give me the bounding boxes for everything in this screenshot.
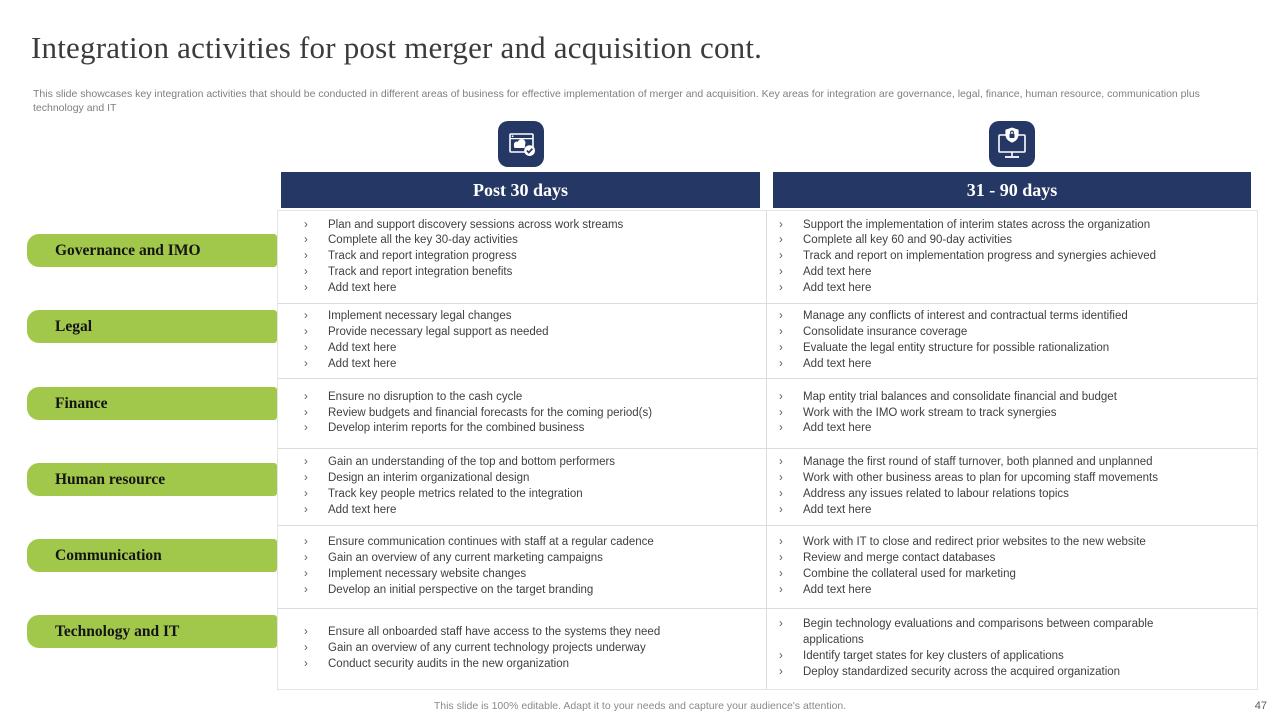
bullet-marker: ›	[304, 390, 308, 403]
bullet-item	[304, 309, 756, 325]
bullet-text: Ensure communication continues with staff at a regular cadence	[328, 536, 654, 549]
bullet-marker: ›	[779, 390, 783, 403]
bullet-item	[304, 551, 756, 567]
category-label-finance: Finance	[27, 387, 277, 420]
bullet-item	[779, 357, 1212, 373]
bullet-marker: ›	[779, 650, 783, 662]
bullet-marker: ›	[779, 583, 783, 596]
bullet-marker: ›	[779, 357, 783, 370]
cell-governance-31-90	[766, 211, 1257, 303]
monitor-shield-lock-icon	[989, 121, 1035, 167]
bullet-item	[304, 406, 756, 422]
bullet-marker: ›	[304, 503, 308, 516]
bullet-item	[779, 617, 1212, 649]
bullet-item	[779, 406, 1212, 422]
page-number: 47	[1254, 700, 1267, 712]
bullet-marker: ›	[779, 536, 783, 549]
bullet-text: Complete all the key 30-day activities	[328, 234, 518, 247]
bullet-item	[779, 551, 1212, 567]
bullet-marker: ›	[779, 472, 783, 485]
bullet-marker: ›	[304, 456, 308, 469]
bullet-marker: ›	[779, 265, 783, 278]
bullet-text: Track and report integration progress	[328, 250, 517, 263]
bullet-marker: ›	[304, 657, 308, 670]
bullet-text: Address any issues related to labour relations topics	[803, 488, 1069, 500]
bullet-text: Work with other business areas to plan for upcoming staff movements	[803, 472, 1158, 485]
category-label-legal: Legal	[27, 310, 277, 343]
cell-technology-31-90	[766, 608, 1257, 689]
column-header-post-30-days: Post 30 days	[281, 172, 760, 208]
bullet-text: Work with IT to close and redirect prior websites to the new website	[803, 536, 1146, 549]
bullet-item	[304, 218, 756, 234]
bullet-text: Gain an overview of any current technology projects underway	[328, 642, 646, 655]
activities-table	[277, 210, 1258, 690]
bullet-marker: ›	[304, 250, 308, 263]
bullet-marker: ›	[304, 234, 308, 247]
bullet-item	[779, 503, 1212, 519]
bullet-item	[304, 487, 756, 503]
bullet-item	[304, 421, 756, 437]
bullet-marker: ›	[779, 422, 783, 435]
bullet-item	[304, 341, 756, 357]
bullet-item	[779, 341, 1212, 357]
bullet-item	[304, 249, 756, 265]
bullet-marker: ›	[779, 310, 783, 323]
bullet-text: Review and merge contact databases	[803, 552, 996, 565]
bullet-text: Track key people metrics related to the integration	[328, 488, 583, 500]
bullet-item	[779, 665, 1212, 681]
bullet-marker: ›	[304, 568, 308, 580]
bullet-item	[779, 535, 1212, 551]
bullet-text: Provide necessary legal support as needed	[328, 326, 549, 339]
cell-technology-post-30	[278, 608, 766, 689]
bullet-text: Implement necessary website changes	[328, 568, 527, 580]
bullet-item	[779, 487, 1212, 503]
bullet-text: Map entity trial balances and consolidate financial and budget	[803, 390, 1117, 403]
bullet-marker: ›	[779, 342, 783, 354]
bullet-item	[779, 455, 1212, 471]
bullet-text: Add text here	[803, 265, 872, 278]
bullet-marker: ›	[779, 406, 783, 419]
bullet-item	[779, 218, 1212, 234]
category-label-governance-imo: Governance and IMO	[27, 234, 277, 267]
bullet-text: Add text here	[803, 357, 872, 370]
bullet-marker: ›	[779, 326, 783, 339]
bullet-marker: ›	[779, 665, 783, 678]
bullet-text: Add text here	[803, 422, 872, 435]
bullet-marker: ›	[779, 488, 783, 500]
cell-hr-31-90	[766, 448, 1257, 525]
bullet-text: Consolidate insurance coverage	[803, 326, 968, 339]
page-title: Integration activities for post merger and acquisition cont.	[31, 30, 763, 65]
bullet-text: Ensure all onboarded staff have access to the systems they need	[328, 626, 661, 639]
bullet-marker: ›	[304, 342, 308, 354]
category-label-communication: Communication	[27, 539, 277, 572]
bullet-marker: ›	[779, 250, 783, 263]
bullet-text: Add text here	[328, 503, 397, 516]
bullet-marker: ›	[304, 536, 308, 549]
bullet-marker: ›	[304, 552, 308, 565]
bullet-item	[779, 390, 1212, 406]
bullet-text: Add text here	[328, 357, 397, 370]
bullet-item	[779, 325, 1212, 341]
bullet-text: Add text here	[803, 583, 872, 596]
bullet-item	[304, 503, 756, 519]
bullet-marker: ›	[779, 456, 783, 469]
bullet-text: Gain an overview of any current marketing campaigns	[328, 552, 603, 565]
bullet-item	[779, 421, 1212, 437]
bullet-text: Plan and support discovery sessions across work streams	[328, 218, 624, 231]
bullet-marker: ›	[304, 406, 308, 419]
category-label-technology-it: Technology and IT	[27, 615, 277, 648]
cell-legal-31-90	[766, 303, 1257, 378]
bullet-item	[304, 390, 756, 406]
bullet-text: Track and report on implementation progress and synergies achieved	[803, 250, 1157, 263]
bullet-item	[304, 357, 756, 373]
bullet-marker: ›	[779, 281, 783, 294]
bullet-item	[779, 649, 1212, 665]
bullet-item	[779, 471, 1212, 487]
bullet-text: Add text here	[328, 281, 397, 294]
bullet-item	[779, 233, 1212, 249]
bullet-item	[304, 281, 756, 297]
bullet-text: Begin technology evaluations and comparisons between comparable applications	[803, 618, 1154, 647]
bullet-text: Design an interim organizational design	[328, 472, 530, 485]
bullet-marker: ›	[304, 626, 308, 639]
bullet-text: Identify target states for key clusters of applications	[803, 650, 1064, 662]
bullet-text: Develop interim reports for the combined business	[328, 422, 585, 435]
bullet-item	[779, 309, 1212, 325]
bullet-item	[304, 471, 756, 487]
bullet-text: Conduct security audits in the new organization	[328, 657, 570, 670]
bullet-text: Evaluate the legal entity structure for possible rationalization	[803, 342, 1110, 354]
bullet-marker: ›	[304, 422, 308, 435]
bullet-marker: ›	[304, 326, 308, 339]
bullet-text: Manage the first round of staff turnover, both planned and unplanned	[803, 456, 1153, 469]
bullet-marker: ›	[779, 568, 783, 580]
cell-hr-post-30	[278, 448, 766, 525]
cloud-window-check-icon	[498, 121, 544, 167]
bullet-item	[304, 455, 756, 471]
bullet-item	[304, 583, 756, 599]
bullet-text: Review budgets and financial forecasts for the coming period(s)	[328, 406, 653, 419]
bullet-item	[779, 281, 1212, 297]
bullet-text: Gain an understanding of the top and bottom performers	[328, 456, 616, 469]
bullet-item	[779, 583, 1212, 599]
cell-finance-31-90	[766, 378, 1257, 448]
bullet-text: Combine the collateral used for marketing	[803, 568, 1016, 580]
bullet-item	[779, 567, 1212, 583]
bullet-marker: ›	[779, 552, 783, 565]
footer-note: This slide is 100% editable. Adapt it to your needs and capture your audience's attention.	[433, 700, 847, 712]
bullet-item	[779, 265, 1212, 281]
bullet-marker: ›	[304, 218, 308, 231]
category-label-human-resource: Human resource	[27, 463, 277, 496]
bullet-marker: ›	[304, 310, 308, 323]
bullet-item	[304, 567, 756, 583]
cell-communication-31-90	[766, 525, 1257, 608]
slide-subtitle: This slide showcases key integration activities that should be conducted in different areas of business for effective implementation of merger and acquisition. Key areas for integration are governance, legal, finance, human resource, communication plus technology and IT	[33, 88, 1200, 114]
bullet-text: Track and report integration benefits	[328, 265, 513, 278]
bullet-text: Support the implementation of interim states across the organization	[803, 218, 1151, 231]
bullet-item	[304, 657, 756, 673]
cloud-window-check-glyph	[498, 121, 544, 167]
bullet-item	[304, 535, 756, 551]
bullet-text: Add text here	[803, 281, 872, 294]
bullet-text: Complete all key 60 and 90-day activities	[803, 234, 1013, 247]
bullet-item	[779, 249, 1212, 265]
bullet-text: Work with the IMO work stream to track synergies	[803, 406, 1057, 419]
bullet-text: Implement necessary legal changes	[328, 310, 512, 323]
bullet-text: Manage any conflicts of interest and contractual terms identified	[803, 310, 1128, 323]
bullet-item	[304, 641, 756, 657]
bullet-text: Add text here	[803, 503, 872, 516]
bullet-text: Add text here	[328, 342, 397, 354]
bullet-item	[304, 265, 756, 281]
bullet-marker: ›	[304, 642, 308, 655]
bullet-marker: ›	[304, 265, 308, 278]
bullet-item	[304, 325, 756, 341]
bullet-item	[304, 625, 756, 641]
bullet-text: Deploy standardized security across the acquired organization	[803, 665, 1121, 678]
column-header-31-90-days: 31 - 90 days	[773, 172, 1251, 208]
bullet-marker: ›	[779, 234, 783, 247]
bullet-marker: ›	[304, 281, 308, 294]
cell-communication-post-30	[278, 525, 766, 608]
cell-governance-post-30	[278, 211, 766, 303]
cell-finance-post-30	[278, 378, 766, 448]
bullet-text: Develop an initial perspective on the target branding	[328, 583, 594, 596]
bullet-text: Ensure no disruption to the cash cycle	[328, 390, 523, 403]
bullet-marker: ›	[304, 583, 308, 596]
bullet-marker: ›	[304, 357, 308, 370]
monitor-shield-lock-glyph	[989, 121, 1035, 167]
bullet-marker: ›	[779, 503, 783, 516]
bullet-marker: ›	[304, 472, 308, 485]
bullet-marker: ›	[304, 488, 308, 500]
bullet-item	[304, 233, 756, 249]
bullet-marker: ›	[779, 218, 783, 231]
cell-legal-post-30	[278, 303, 766, 378]
bullet-marker: ›	[779, 618, 783, 631]
